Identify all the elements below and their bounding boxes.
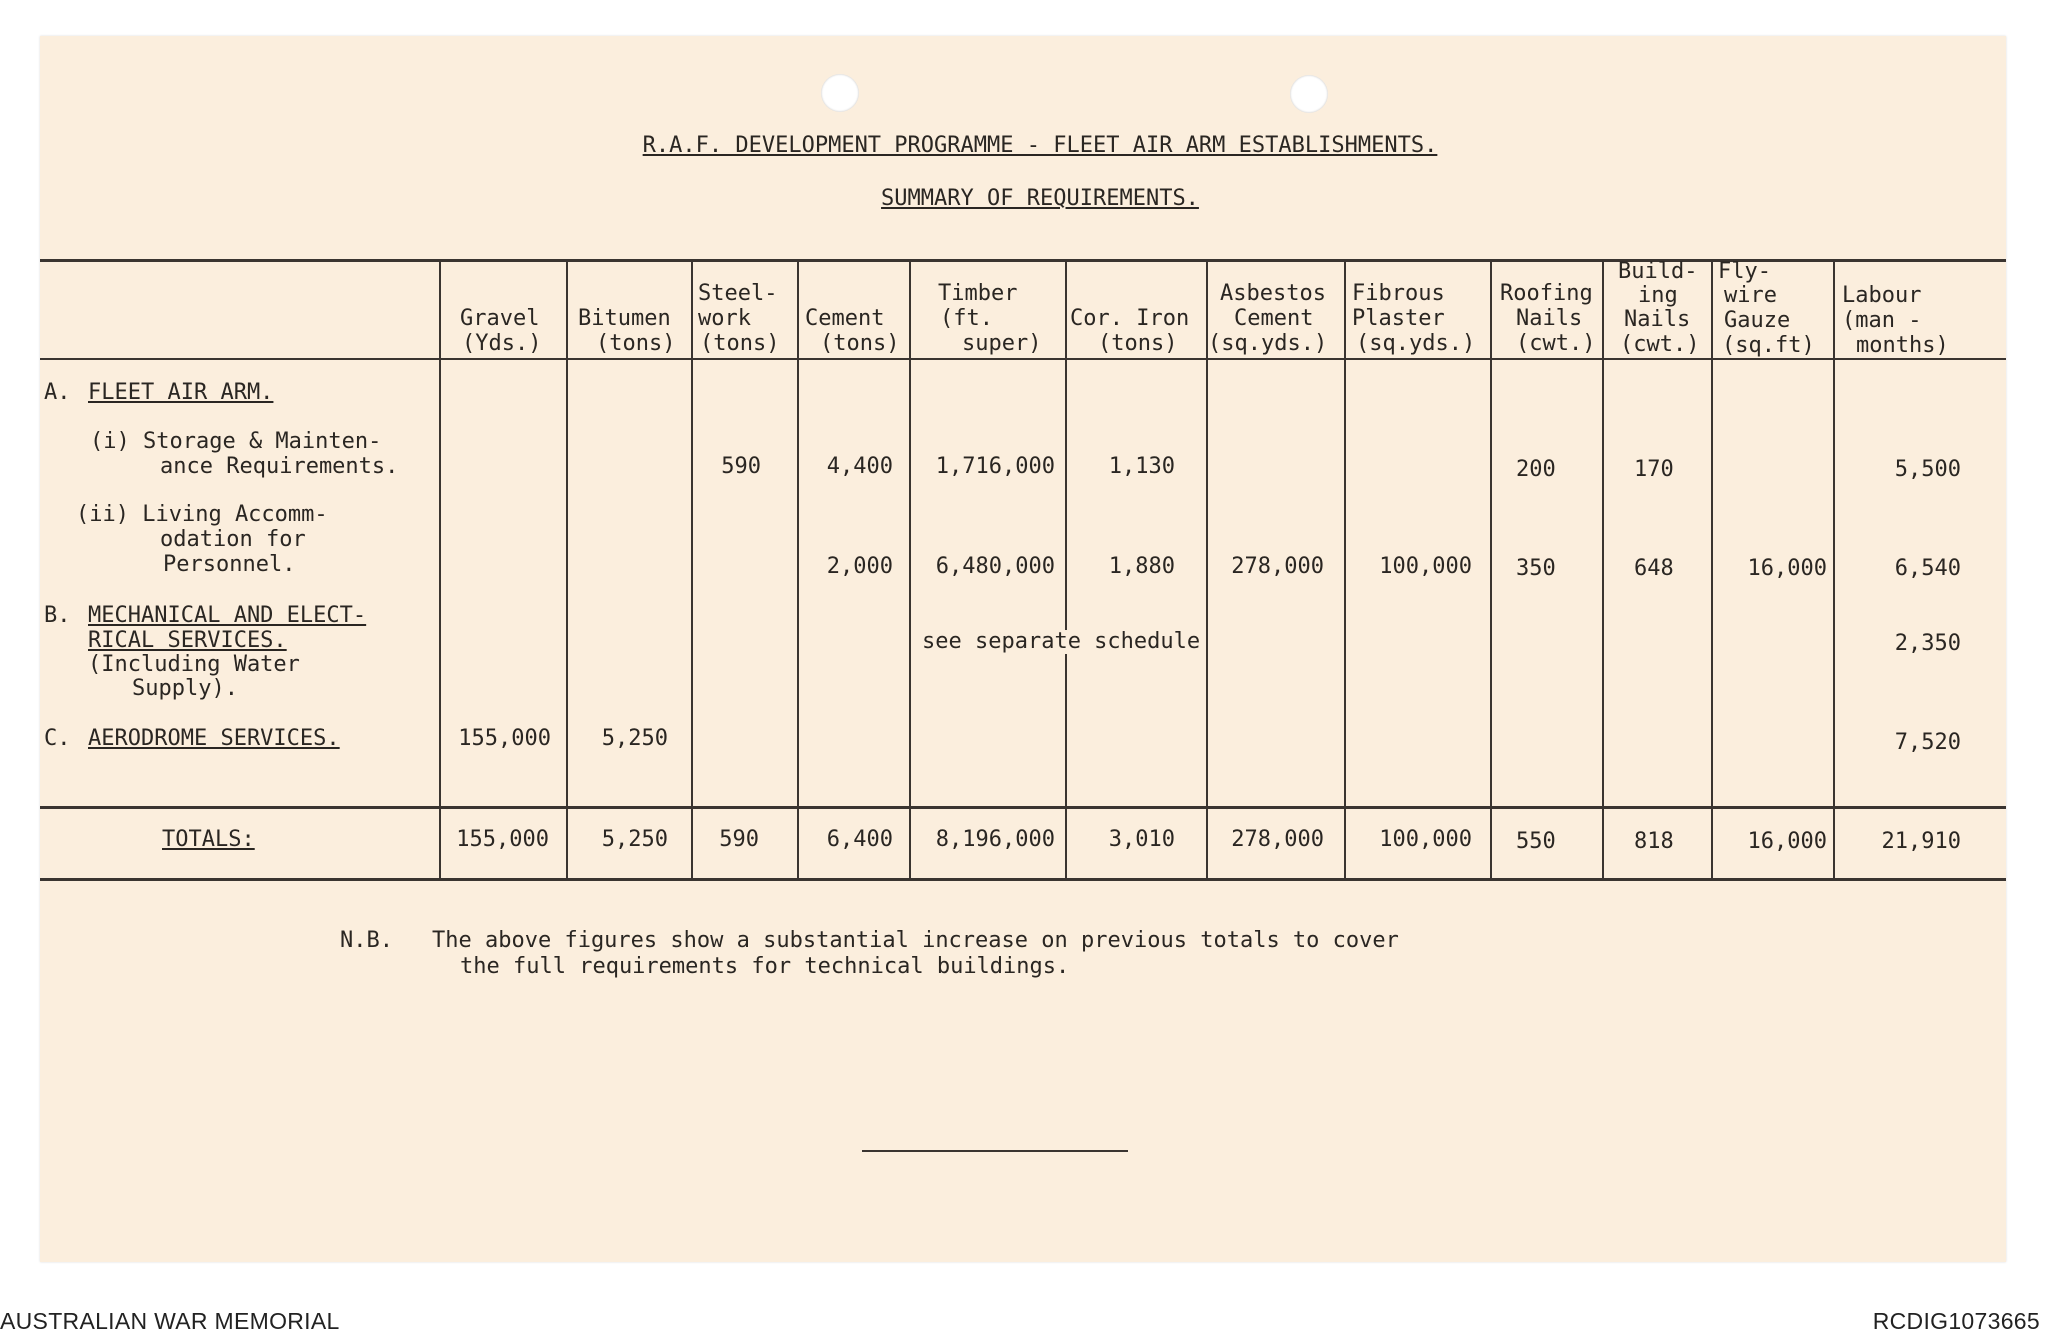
header-cement-1: Cement	[805, 306, 885, 331]
section-c-bitumen: 5,250	[601, 726, 668, 751]
total-building-nails: 818	[1634, 829, 1674, 854]
row-ii-fibrous: 100,000	[1379, 554, 1472, 579]
header-bitumen-1: Bitumen	[578, 306, 671, 331]
section-b-schedule: see separate schedule	[922, 629, 1201, 654]
footnote-prefix: N.B.	[340, 928, 393, 953]
header-timber-3: super)	[962, 331, 1042, 356]
punch-hole-right	[1290, 75, 1328, 113]
row-ii-label-1: (ii) Living Accomm-	[76, 502, 328, 527]
total-timber: 8,196,000	[935, 827, 1055, 852]
section-b-title-1: MECHANICAL AND ELECT-	[88, 603, 367, 628]
header-building-2: ing	[1638, 283, 1678, 308]
header-asbestos-3: (sq.yds.)	[1208, 331, 1328, 356]
row-ii-timber: 6,480,000	[935, 554, 1055, 579]
header-labour-2: (man -	[1842, 308, 1922, 333]
header-building-4: (cwt.)	[1620, 332, 1700, 357]
row-ii-cement: 2,000	[826, 554, 893, 579]
total-labour: 21,910	[1881, 829, 1961, 854]
section-b-label: B.	[44, 603, 71, 628]
header-timber-1: Timber	[938, 281, 1018, 306]
row-ii-label-2: odation for	[160, 527, 306, 552]
header-steelwork-1: Steel-	[698, 281, 778, 306]
header-labour-1: Labour	[1842, 283, 1922, 308]
header-fibrous-2: Plaster	[1352, 306, 1445, 331]
row-ii-roofing-nails: 350	[1516, 556, 1556, 581]
header-roofing-3: (cwt.)	[1516, 331, 1596, 356]
header-flywire-3: Gauze	[1724, 308, 1791, 333]
header-timber-2: (ft.	[940, 306, 993, 331]
totals-label: TOTALS:	[162, 827, 255, 852]
header-roofing-1: Roofing	[1500, 281, 1593, 306]
header-fibrous-1: Fibrous	[1352, 281, 1445, 306]
header-steelwork-2: work	[698, 306, 751, 331]
header-labour-3: months)	[1856, 333, 1949, 358]
row-i-steelwork: 590	[721, 454, 761, 479]
section-b-labour: 2,350	[1894, 631, 1961, 656]
row-ii-asbestos: 278,000	[1231, 554, 1324, 579]
section-a-title: FLEET AIR ARM.	[88, 380, 274, 405]
total-roofing-nails: 550	[1516, 829, 1556, 854]
row-i-label-2: ance Requirements.	[160, 454, 399, 479]
footer-reference: RCDIG1073665	[1872, 1308, 2040, 1334]
footnote-line-1: The above figures show a substantial increase on previous totals to cover	[432, 928, 1399, 953]
section-b-note-2: Supply).	[132, 676, 238, 701]
total-fibrous: 100,000	[1379, 827, 1472, 852]
header-cor-iron-1: Cor. Iron	[1070, 306, 1190, 331]
row-i-cor-iron: 1,130	[1108, 454, 1175, 479]
header-fibrous-3: (sq.yds.)	[1356, 331, 1476, 356]
document-title: R.A.F. DEVELOPMENT PROGRAMME - FLEET AIR ARM ESTABLISHMENTS.	[642, 133, 1438, 158]
header-asbestos-2: Cement	[1234, 306, 1314, 331]
row-ii-cor-iron: 1,880	[1108, 554, 1175, 579]
section-b-note-1: (Including Water	[88, 652, 300, 677]
total-bitumen: 5,250	[601, 827, 668, 852]
section-c-gravel: 155,000	[458, 726, 551, 751]
header-cement-2: (tons)	[820, 331, 900, 356]
row-i-labour: 5,500	[1894, 457, 1961, 482]
row-ii-labour: 6,540	[1894, 556, 1961, 581]
document-subtitle: SUMMARY OF REQUIREMENTS.	[881, 186, 1199, 211]
row-i-timber: 1,716,000	[935, 454, 1055, 479]
row-ii-label-3: Personnel.	[163, 552, 296, 577]
row-i-label-1: (i) Storage & Mainten-	[90, 429, 382, 454]
section-c-title: AERODROME SERVICES.	[88, 726, 340, 751]
footer-institution: AUSTRALIAN WAR MEMORIAL	[0, 1308, 340, 1334]
row-ii-flywire: 16,000	[1747, 556, 1827, 581]
header-bitumen-2: (tons)	[596, 331, 676, 356]
header-gravel-1: Gravel	[460, 306, 540, 331]
punch-hole-left	[821, 74, 859, 112]
row-i-cement: 4,400	[826, 454, 893, 479]
header-roofing-2: Nails	[1516, 306, 1583, 331]
section-c-label: C.	[44, 726, 71, 751]
row-i-roofing-nails-v: 200	[1516, 457, 1556, 482]
header-flywire-1: Fly-	[1718, 259, 1771, 284]
total-gravel: 155,000	[456, 827, 549, 852]
header-cor-iron-2: (tons)	[1098, 331, 1178, 356]
header-asbestos-1: Asbestos	[1220, 281, 1326, 306]
closing-rule	[862, 1150, 1128, 1152]
header-gravel-2: (Yds.)	[462, 331, 542, 356]
header-building-3: Nails	[1624, 307, 1691, 332]
row-i-building-nails: 170	[1634, 457, 1674, 482]
header-flywire-2: wire	[1724, 283, 1777, 308]
section-a-label: A.	[44, 380, 71, 405]
section-b-title-2: RICAL SERVICES.	[88, 628, 287, 653]
total-flywire: 16,000	[1747, 829, 1827, 854]
total-asbestos: 278,000	[1231, 827, 1324, 852]
total-steelwork: 590	[719, 827, 759, 852]
total-cor-iron: 3,010	[1108, 827, 1175, 852]
row-ii-building-nails: 648	[1634, 556, 1674, 581]
section-c-labour: 7,520	[1894, 730, 1961, 755]
header-building-1: Build-	[1618, 259, 1698, 284]
header-flywire-4: (sq.ft)	[1722, 333, 1815, 358]
header-steelwork-3: (tons)	[700, 331, 780, 356]
footnote-line-2: the full requirements for technical buildings.	[460, 954, 1070, 979]
total-cement: 6,400	[826, 827, 893, 852]
